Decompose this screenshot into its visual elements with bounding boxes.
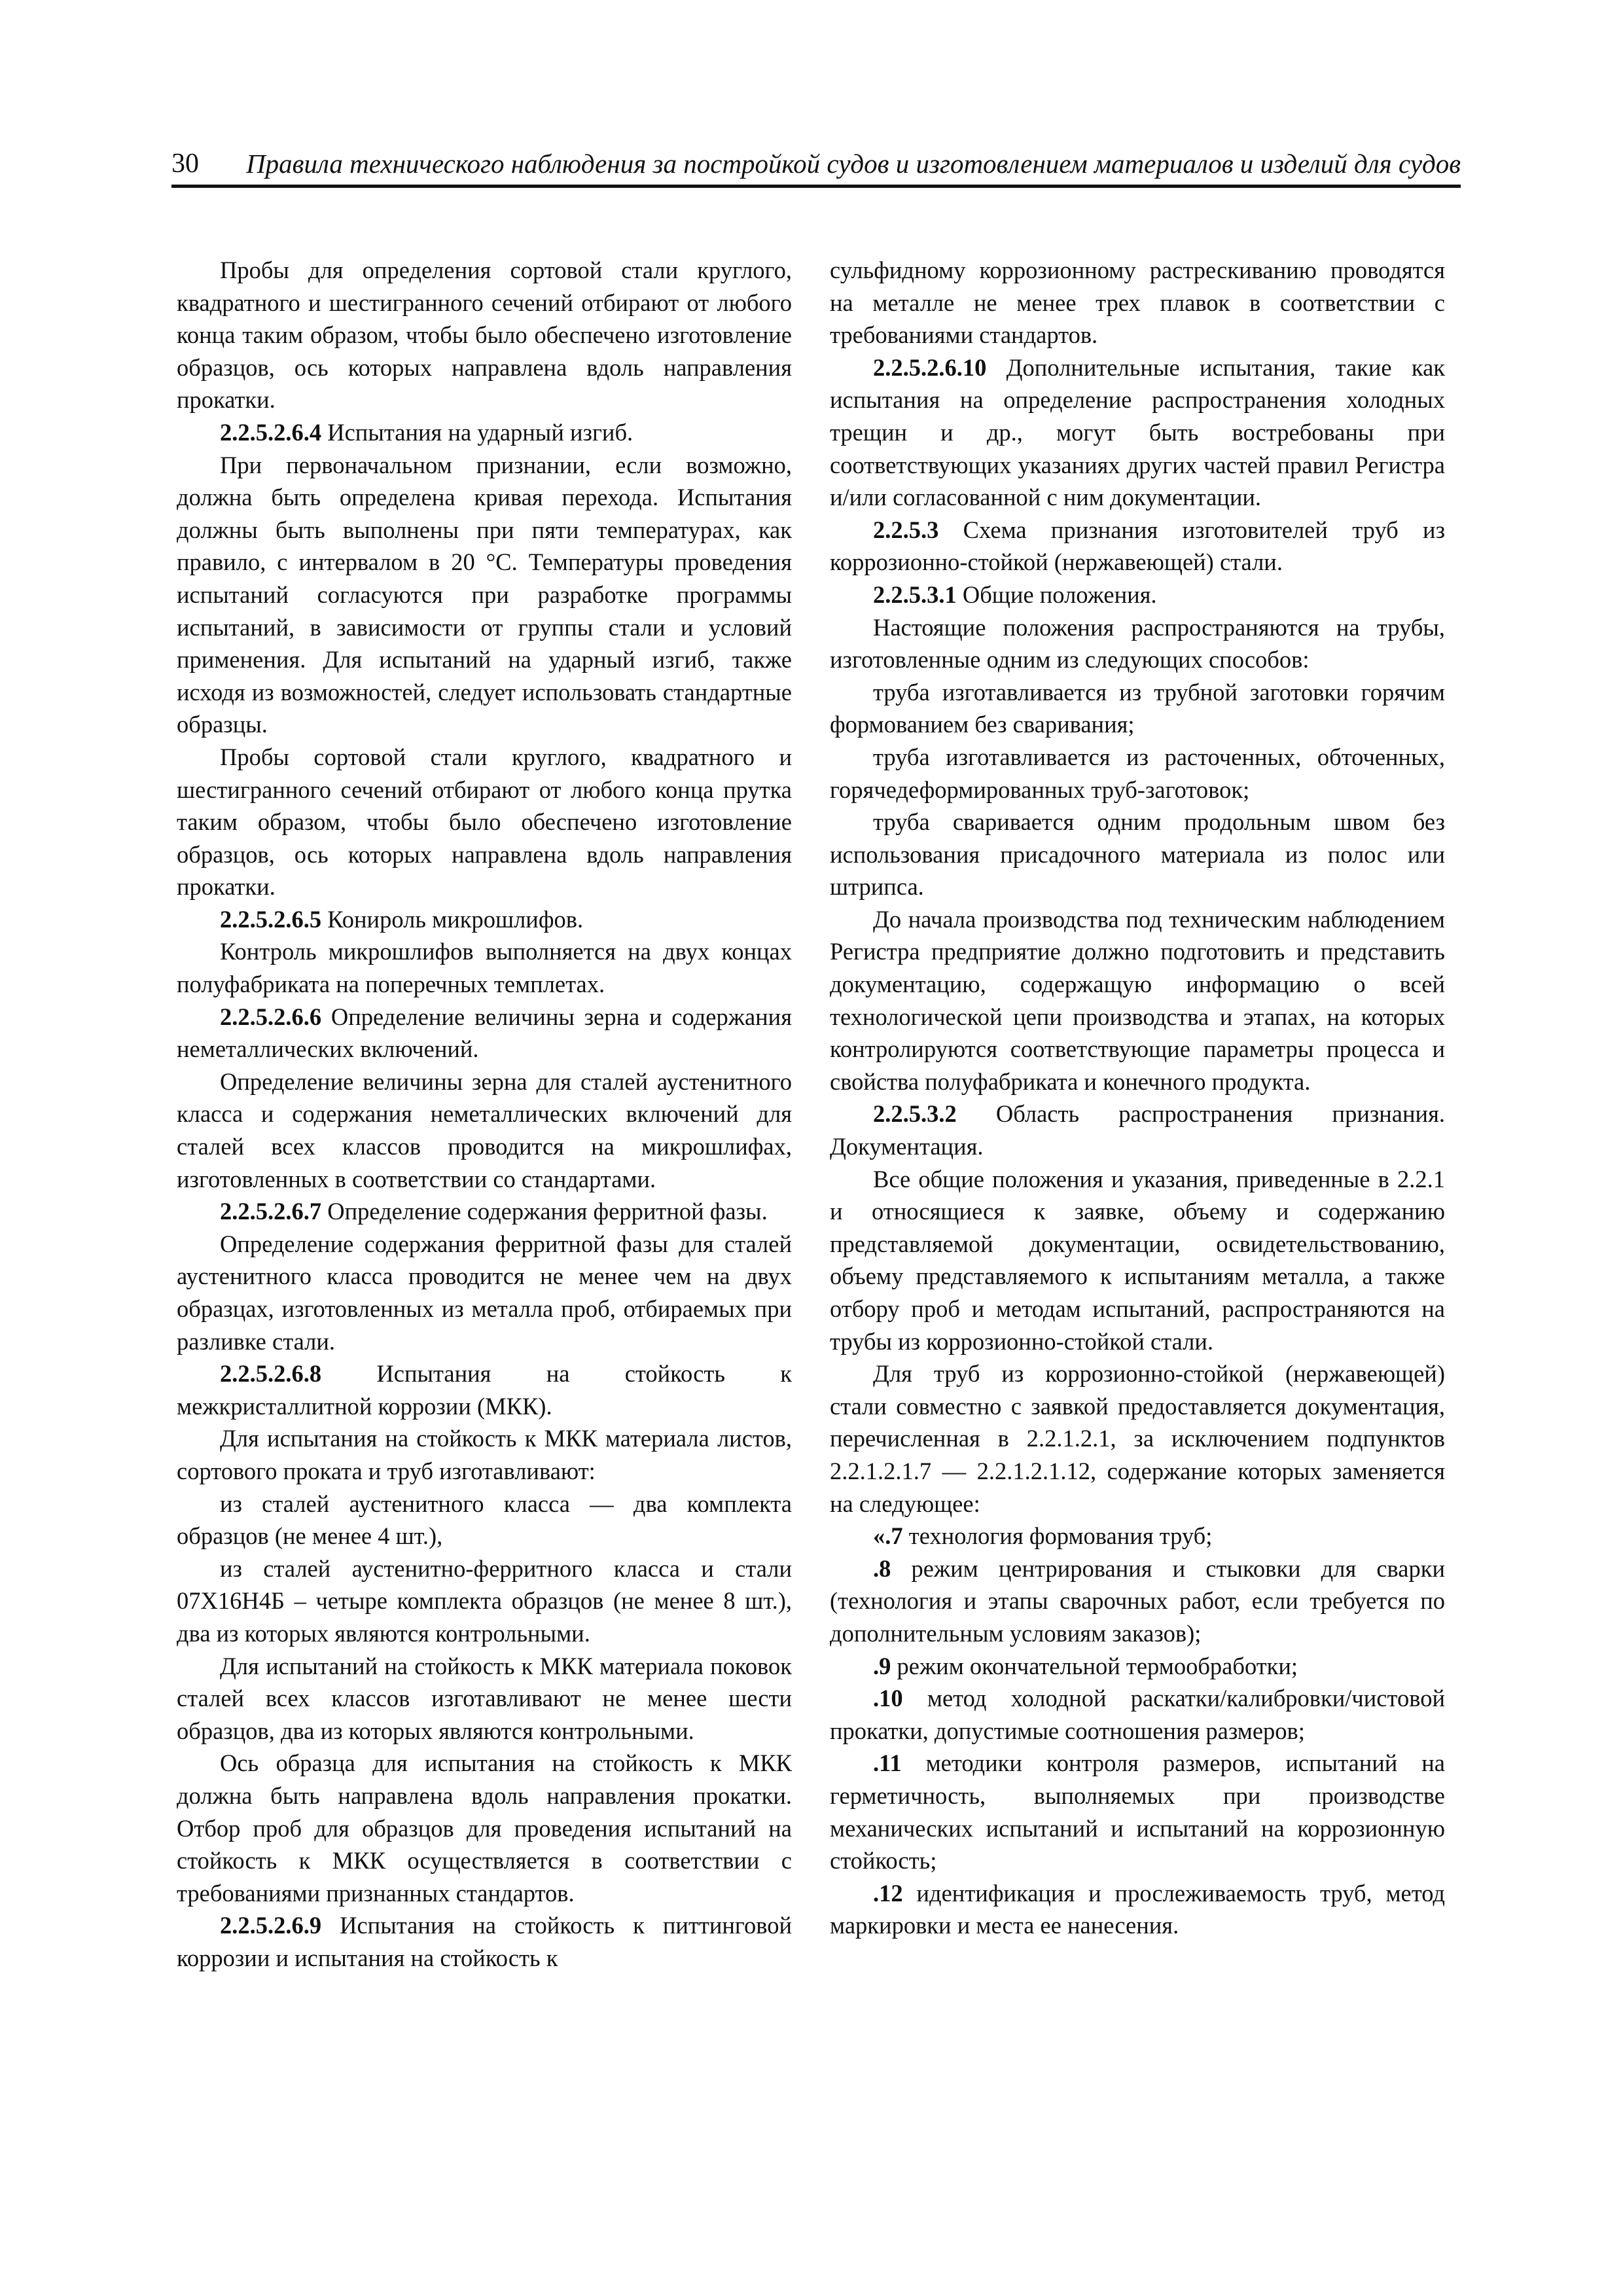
paragraph [177, 1909, 792, 1974]
clause-number: 2.2.5.3.2 [873, 1100, 957, 1128]
paragraph [177, 254, 792, 416]
paragraph [830, 903, 1445, 1098]
right-text-column [830, 254, 1445, 1942]
paragraph [830, 1520, 1445, 1552]
header-title: Правила технического наблюдения за постройкой судов и изготовлением материалов и изделий для судов [246, 149, 1461, 179]
paragraph [830, 351, 1445, 514]
paragraph-text: Испытания на ударный изгиб. [321, 418, 633, 446]
clause-number: .10 [873, 1685, 903, 1712]
paragraph-text: Конироль микрошлифов. [321, 905, 584, 933]
paragraph-text: Испытания на стойкость к межкристаллитной коррозии (МКК). [177, 1360, 792, 1420]
paragraph-text: из сталей аустенитного класса — два комплекта образцов (не менее 4 шт.), [177, 1490, 792, 1550]
paragraph [830, 1163, 1445, 1358]
paragraph-text: Все общие положения и указания, приведенные в 2.2.1 и относящиеся к заявке, объему и содержанию представляемой документации, освидетельствованию, объему представляемого к испытаниям металла, а также отбору проб и методам испытаний, распространяются на трубы из коррозионно-стойкой стали. [830, 1165, 1445, 1355]
left-text-column [177, 254, 792, 1974]
paragraph [830, 579, 1445, 611]
paragraph [830, 1357, 1445, 1520]
paragraph [830, 254, 1445, 351]
paragraph [177, 1650, 792, 1748]
paragraph-text: режим центрирования и стыковки для сварки (технология и этапы сварочных работ, если требуется по дополнительным условиям заказов); [830, 1554, 1445, 1647]
paragraph-text: Определение содержания ферритной фазы. [321, 1198, 768, 1225]
paragraph-text: Определение содержания ферритной фазы для сталей аустенитного класса проводится не менее чем на двух образцах, изготовленных из металла проб, отбираемых при разливке стали. [177, 1230, 792, 1355]
clause-number: 2.2.5.2.6.5 [220, 905, 322, 933]
paragraph [177, 1357, 792, 1422]
paragraph-text: сульфидному коррозионному растрескиванию проводятся на металле не менее трех плавок в соответствии с требованиями стандартов. [830, 257, 1445, 349]
paragraph [177, 1228, 792, 1357]
clause-number: 2.2.5.3 [873, 516, 939, 543]
paragraph [830, 676, 1445, 741]
paragraph-text: При первоначальном признании, если возможно, должна быть определена кривая перехода. Испытания должны быть выполнены при пяти температурах, как правило, с интервалом в 20 °С. Температуры проведения испытаний согласуются при разработке программы испытаний, в зависимости от группы стали и условий применения. Для испытаний на ударный изгиб, также исходя из возможностей, следует использовать стандартные образцы. [177, 451, 792, 738]
paragraph-text: идентификация и прослеживаемость труб, метод маркировки и места ее нанесения. [830, 1879, 1445, 1939]
paragraph [177, 935, 792, 1000]
paragraph [830, 1877, 1445, 1942]
paragraph-text: Для испытаний на стойкость к МКК материала поковок сталей всех классов изготавливают не менее шести образцов, два из которых являются контрольными. [177, 1652, 792, 1744]
paragraph [830, 741, 1445, 806]
clause-number: .8 [873, 1554, 891, 1582]
clause-number: «.7 [873, 1522, 903, 1550]
paragraph [177, 1195, 792, 1228]
paragraph-text: Контроль микрошлифов выполняется на двух концах полуфабриката на поперечных темплетах. [177, 938, 792, 998]
paragraph-text: Для испытания на стойкость к МКК материала листов, сортового проката и труб изготавливают: [177, 1425, 792, 1484]
clause-number: 2.2.5.3.1 [873, 581, 957, 608]
paragraph [177, 449, 792, 741]
paragraph-text: Ось образца для испытания на стойкость к МКК должна быть направлена вдоль направления прокатки. Отбор проб для образцов для проведения испытаний на стойкость к МКК осуществляется в соответствии с требованиями признанных стандартов. [177, 1749, 792, 1907]
clause-number: .9 [873, 1652, 891, 1679]
paragraph [830, 1650, 1445, 1683]
paragraph [177, 1552, 792, 1650]
paragraph-text: из сталей аустенитно-ферритного класса и стали 07Х16Н4Б – четыре комплекта образцов (не менее 8 шт.), два из которых являются контрольными. [177, 1554, 792, 1647]
clause-number: 2.2.5.2.6.8 [220, 1360, 322, 1388]
paragraph-text: методики контроля размеров, испытаний на герметичность, выполняемых при производстве механических испытаний и испытаний на коррозионную стойкость; [830, 1749, 1445, 1874]
paragraph-text: Дополнительные испытания, такие как испытания на определение распространения холодных трещин и др., могут быть востребованы при соответствующих указаниях других частей правил Регистра и/или согласованной с ним документации. [830, 353, 1445, 511]
clause-number: 2.2.5.2.6.9 [220, 1912, 322, 1939]
paragraph [830, 1552, 1445, 1650]
paragraph-text: труба сваривается одним продольным швом без использования присадочного материала из полос или штрипса. [830, 808, 1445, 901]
clause-number: 2.2.5.2.6.6 [220, 1003, 322, 1030]
paragraph-text: труба изготавливается из трубной заготовки горячим формованием без сваривания; [830, 678, 1445, 738]
paragraph-text: Пробы сортовой стали круглого, квадратного и шестигранного сечений отбирают от любого конца прутка таким образом, чтобы было обеспечено изготовление образцов, ось которых направлена вдоль направления прокатки. [177, 743, 792, 901]
paragraph [830, 514, 1445, 579]
paragraph-text: метод холодной раскатки/калибровки/чистовой прокатки, допустимые соотношения размеров; [830, 1685, 1445, 1744]
paragraph-text: режим окончательной термообработки; [891, 1652, 1298, 1679]
paragraph [177, 1422, 792, 1487]
paragraph [830, 1747, 1445, 1876]
running-header [171, 139, 1461, 188]
clause-number: 2.2.5.2.6.7 [220, 1198, 322, 1225]
paragraph [177, 416, 792, 449]
paragraph-text: технология формования труб; [902, 1522, 1213, 1550]
paragraph [177, 1001, 792, 1066]
paragraph-text: Определение величины зерна для сталей аустенитного класса и содержания неметаллических включений для сталей всех классов проводится на микрошлифах, изготовленных в соответствии со стандартами. [177, 1067, 792, 1193]
paragraph [830, 1098, 1445, 1162]
paragraph [830, 806, 1445, 903]
clause-number: 2.2.5.2.6.4 [220, 418, 322, 446]
paragraph [830, 611, 1445, 676]
paragraph-text: труба изготавливается из расточенных, обточенных, горячедеформированных труб-заготовок; [830, 743, 1445, 803]
paragraph-text: Настоящие положения распространяются на трубы, изготовленные одним из следующих способов: [830, 613, 1445, 673]
paragraph-text: Общие положения. [956, 581, 1157, 608]
paragraph [830, 1682, 1445, 1747]
page-number: 30 [171, 149, 199, 179]
clause-number: 2.2.5.2.6.10 [873, 353, 987, 381]
paragraph-text: Для труб из коррозионно-стойкой (нержавеющей) стали совместно с заявкой предоставляется документация, перечисленная в 2.2.1.2.1, за исключением подпунктов 2.2.1.2.1.7 — 2.2.1.2.1.12, содержание которых заменяется на следующее: [830, 1360, 1445, 1517]
clause-number: .11 [873, 1749, 902, 1777]
paragraph [177, 903, 792, 936]
paragraph-text: Схема признания изготовителей труб из коррозионно-стойкой (нержавеющей) стали. [830, 516, 1445, 576]
paragraph-text: Определение величины зерна и содержания неметаллических включений. [177, 1003, 792, 1063]
paragraph [177, 1066, 792, 1195]
paragraph [177, 1488, 792, 1552]
clause-number: .12 [873, 1879, 903, 1907]
paragraph-text: Пробы для определения сортовой стали круглого, квадратного и шестигранного сечений отбирают от любого конца таким образом, чтобы было обеспечено изготовление образцов, ось которых направлена вдоль направления прокатки. [177, 257, 792, 414]
paragraph [177, 741, 792, 903]
paragraph-text: Испытания на стойкость к питтинговой коррозии и испытания на стойкость к [177, 1912, 792, 1971]
paragraph-text: Область распространения признания. Документация. [830, 1100, 1445, 1160]
paragraph [177, 1747, 792, 1909]
paragraph-text: До начала производства под техническим наблюдением Регистра предприятие должно подготовить и представить документацию, содержащую информацию о всей технологической цепи производства и этапах, на которых контролируются соответствующие параметры процесса и свойства полуфабриката и конечного продукта. [830, 905, 1445, 1095]
